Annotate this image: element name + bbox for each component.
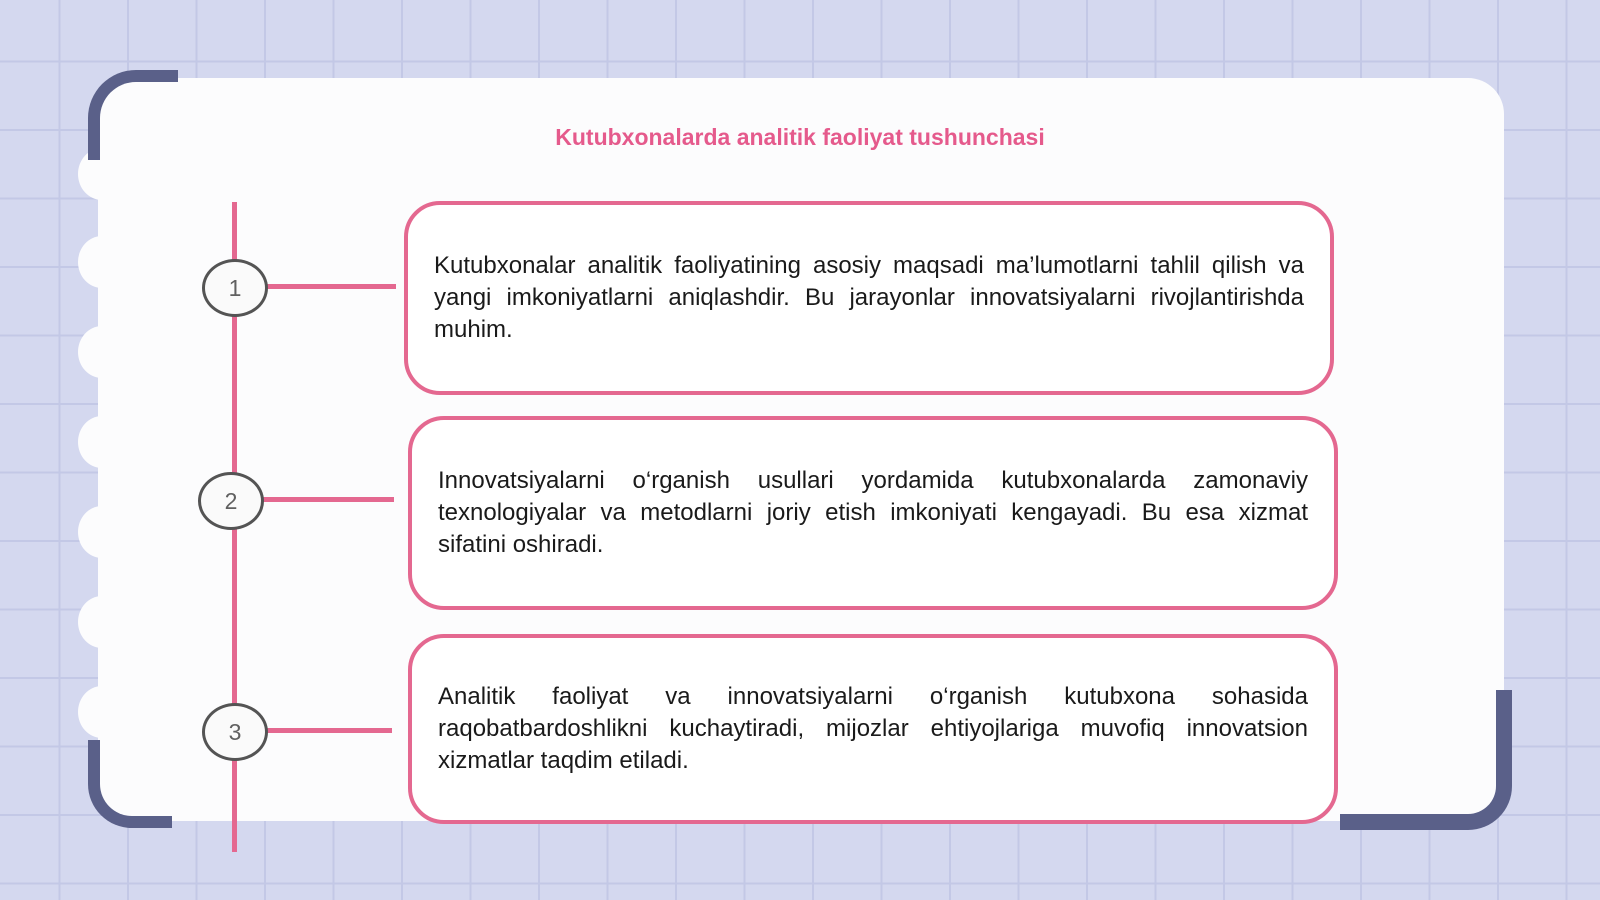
paper-edge-bump bbox=[78, 326, 126, 378]
frame-corner-top-left bbox=[88, 70, 178, 160]
content-text: Innovatsiyalarni o‘rganish usullari yordamida kutubxonalarda zamonaviy texnologiyalar va metodlarni joriy etish imkoniyati kengayadi. Bu esa xizmat sifatini oshiradi. bbox=[438, 467, 1308, 558]
timeline-connector bbox=[264, 728, 392, 733]
timeline-connector bbox=[264, 284, 396, 289]
content-box bbox=[408, 634, 1338, 824]
content-box bbox=[404, 201, 1334, 395]
step-number-badge bbox=[202, 703, 268, 761]
paper-edge-bump bbox=[78, 596, 126, 648]
step-number: 1 bbox=[228, 274, 242, 301]
step-number: 2 bbox=[224, 487, 238, 514]
step-number-badge bbox=[198, 472, 264, 530]
content-box bbox=[408, 416, 1338, 610]
step-number-badge bbox=[202, 259, 268, 317]
content-text: Kutubxonalar analitik faoliyatining asosiy maqsadi ma’lumotlarni tahlil qilish va yangi imkoniyatlarni aniqlashdir. Bu jarayonlar innovatsiyalarni rivojlantirishda muhim. bbox=[434, 252, 1304, 343]
step-number: 3 bbox=[228, 718, 242, 745]
timeline-connector bbox=[262, 497, 394, 502]
frame-corner-bottom-left bbox=[88, 740, 172, 828]
content-text: Analitik faoliyat va innovatsiyalarni o‘rganish kutubxona sohasida raqobatbardoshlikni kuchaytiradi, mijozlar ehtiyojlariga muvofiq innovatsion xizmatlar taqdim etiladi. bbox=[438, 683, 1308, 774]
paper-edge-bump bbox=[78, 686, 126, 738]
paper-edge-bump bbox=[78, 506, 126, 558]
paper-edge-bump bbox=[78, 416, 126, 468]
slide-title: Kutubxonalarda analitik faoliyat tushunchasi bbox=[555, 124, 1045, 150]
paper-edge-bump bbox=[78, 236, 126, 288]
frame-corner-bottom-right bbox=[1340, 690, 1512, 830]
